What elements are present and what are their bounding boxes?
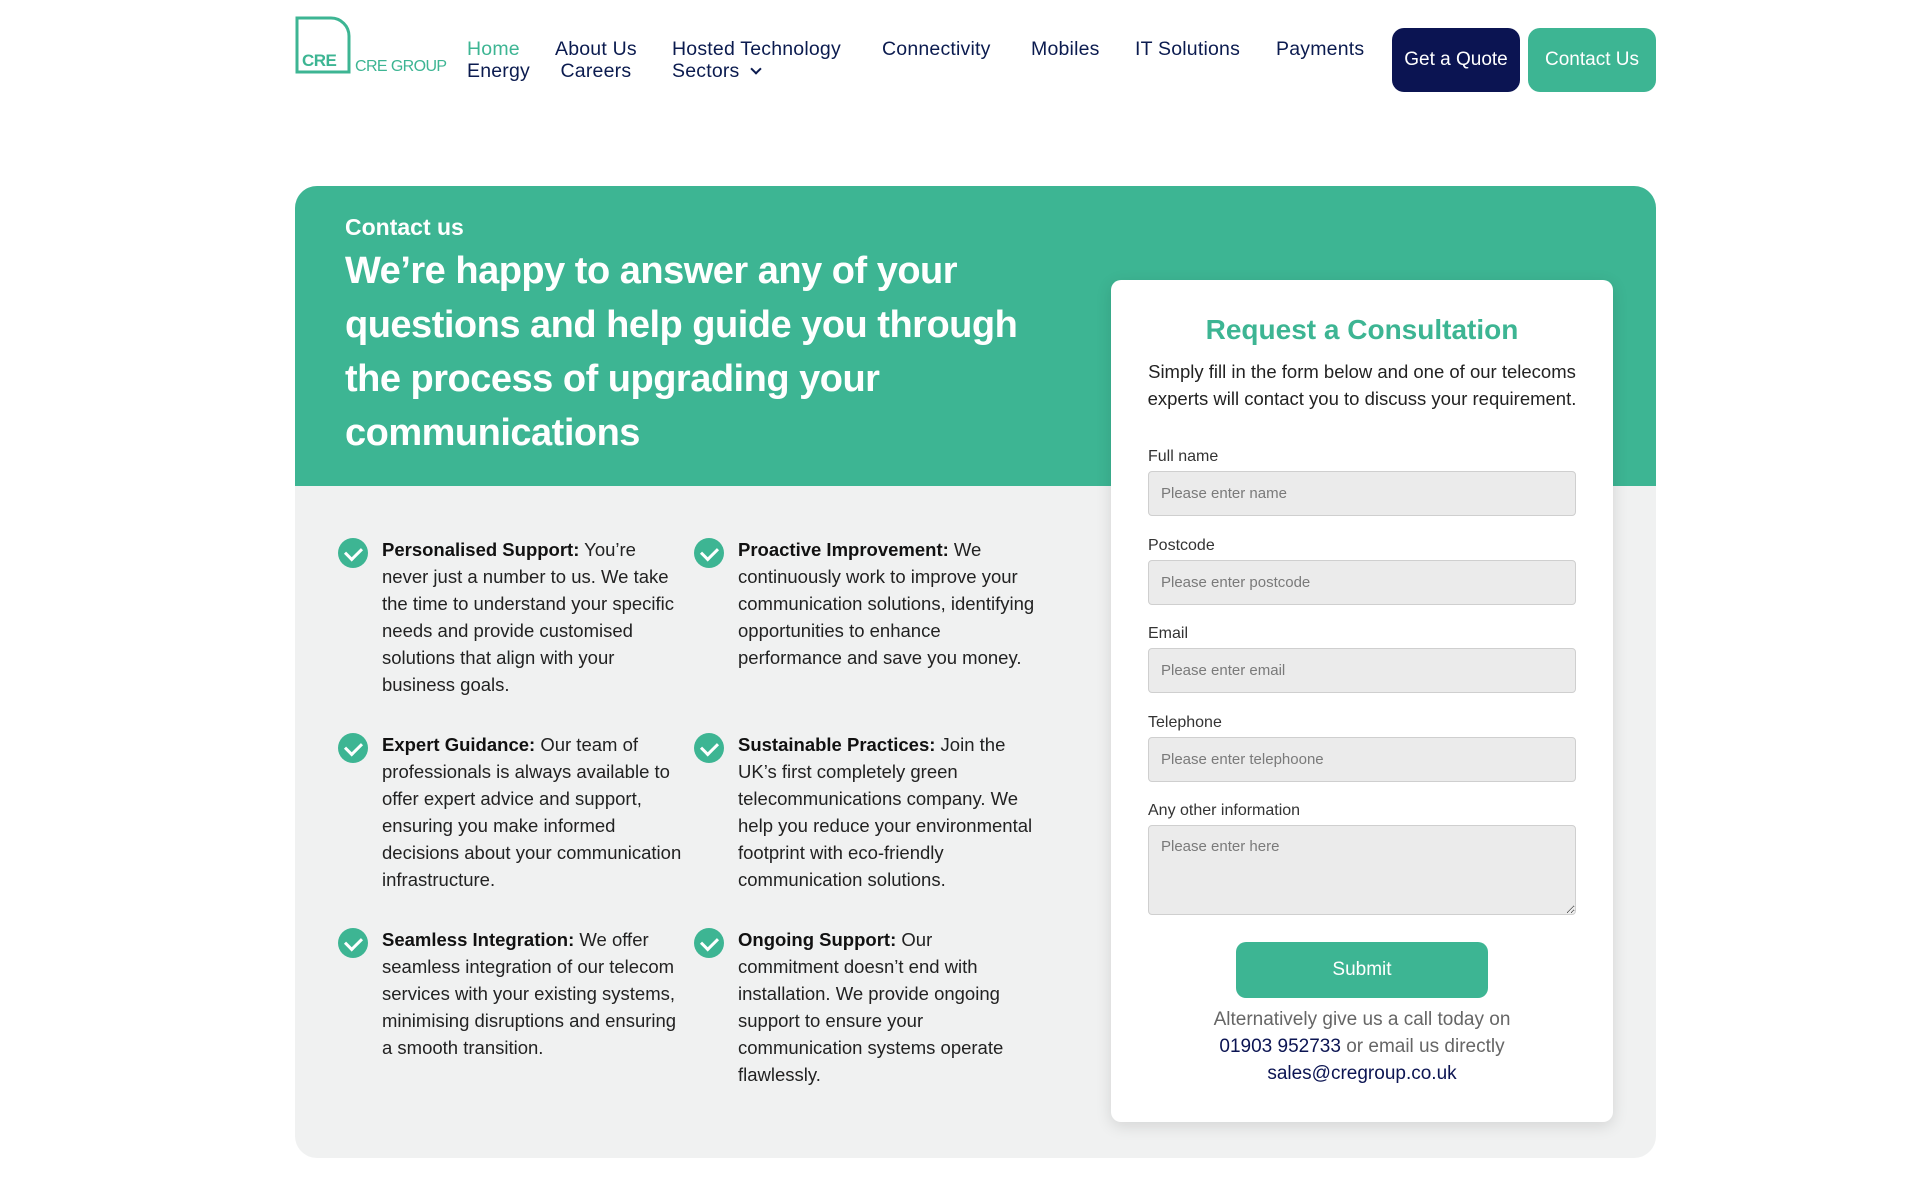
telephone-label: Telephone	[1148, 714, 1222, 731]
other-info-textarea[interactable]	[1148, 825, 1576, 915]
feature-title: Personalised Support:	[382, 539, 580, 560]
form-title: Request a Consultation	[1205, 314, 1519, 345]
chevron-down-icon	[750, 63, 761, 74]
nav-sectors-label: Sectors	[672, 60, 740, 82]
alt-middle: or email us directly	[1340, 1036, 1505, 1057]
nav-group-about-careers	[555, 38, 637, 82]
feature-personalised-support	[382, 536, 682, 698]
feature-ongoing-support	[738, 926, 1038, 1088]
feature-title: Sustainable Practices:	[738, 734, 936, 755]
nav-mobiles[interactable]: Mobiles	[1031, 38, 1100, 60]
form-intro: Simply fill in the form below and one of our telecoms experts will contact you to discuss your requirement.	[1147, 361, 1577, 409]
logo-mark-text: CRE	[302, 51, 337, 70]
nav-group-home-energy	[467, 38, 530, 82]
check-circle-icon	[338, 733, 368, 763]
nav-connectivity[interactable]: Connectivity	[882, 38, 991, 60]
feature-title: Seamless Integration:	[382, 929, 575, 950]
postcode-input[interactable]	[1148, 560, 1576, 605]
nav-sectors-dropdown[interactable]	[672, 60, 841, 82]
check-circle-icon	[694, 733, 724, 763]
phone-link[interactable]: 01903 952733	[1219, 1036, 1341, 1057]
alternative-contact-text	[1147, 1006, 1577, 1087]
feature-title: Proactive Improvement:	[738, 539, 949, 560]
feature-text: We offer seamless integration of our telecom services with your existing systems, minimising disruptions and ensuring a smooth transition.	[382, 929, 677, 1058]
feature-text: Join the UK’s first completely green telecommunications company. We help you reduce your environmental footprint with eco-friendly communication solutions.	[738, 734, 1033, 890]
hero-headline: We’re happy to answer any of your questions and help guide you through the process of upgrading your communications	[345, 250, 1018, 454]
feature-proactive-improvement	[738, 536, 1038, 671]
email-label: Email	[1148, 625, 1189, 642]
nav-payments[interactable]: Payments	[1276, 38, 1365, 60]
contact-us-button[interactable]: Contact Us	[1528, 28, 1656, 92]
site-header	[0, 0, 1920, 120]
nav-about-us[interactable]: About Us	[555, 38, 637, 60]
cre-group-logo[interactable]	[295, 16, 455, 74]
check-circle-icon	[694, 928, 724, 958]
feature-text: Our commitment doesn’t end with installation. We provide ongoing support to ensure your communication systems operate flawlessly.	[738, 929, 1004, 1085]
other-info-label: Any other information	[1148, 802, 1301, 819]
nav-group-hosted-sectors	[672, 38, 841, 82]
email-link[interactable]: sales@cregroup.co.uk	[1267, 1063, 1457, 1084]
nav-energy[interactable]: Energy	[467, 60, 530, 82]
nav-it-solutions[interactable]: IT Solutions	[1135, 38, 1241, 60]
full-name-label: Full name	[1148, 448, 1219, 465]
feature-title: Expert Guidance:	[382, 734, 536, 755]
full-name-input[interactable]	[1148, 471, 1576, 516]
nav-careers[interactable]: Careers	[560, 60, 632, 82]
alt-prefix: Alternatively give us a call today on	[1213, 1009, 1511, 1030]
check-circle-icon	[694, 538, 724, 568]
section-eyebrow: Contact us	[345, 214, 464, 240]
feature-text: We continuously work to improve your communication solutions, identifying opportunities to enhance performance and save you money.	[738, 539, 1035, 668]
get-a-quote-button[interactable]: Get a Quote	[1392, 28, 1520, 92]
logo-mark-icon	[295, 16, 455, 74]
nav-home[interactable]: Home	[467, 38, 520, 60]
nav-hosted-technology[interactable]: Hosted Technology	[672, 38, 841, 60]
postcode-label: Postcode	[1148, 537, 1215, 554]
check-circle-icon	[338, 538, 368, 568]
submit-button[interactable]: Submit	[1236, 942, 1488, 998]
feature-seamless-integration	[382, 926, 682, 1061]
consultation-form	[1111, 280, 1613, 1122]
feature-text: Our team of professionals is always available to offer expert advice and support, ensuring you make informed decisions about your communication infrastructure.	[382, 734, 682, 890]
feature-expert-guidance	[382, 731, 682, 893]
telephone-input[interactable]	[1148, 737, 1576, 782]
email-input[interactable]	[1148, 648, 1576, 693]
feature-text: You’re never just a number to us. We take the time to understand your specific needs and provide customised solutions that align with your business goals.	[382, 539, 675, 695]
feature-sustainable-practices	[738, 731, 1038, 893]
logo-wordmark: CRE GROUP	[355, 58, 447, 74]
feature-title: Ongoing Support:	[738, 929, 897, 950]
check-circle-icon	[338, 928, 368, 958]
